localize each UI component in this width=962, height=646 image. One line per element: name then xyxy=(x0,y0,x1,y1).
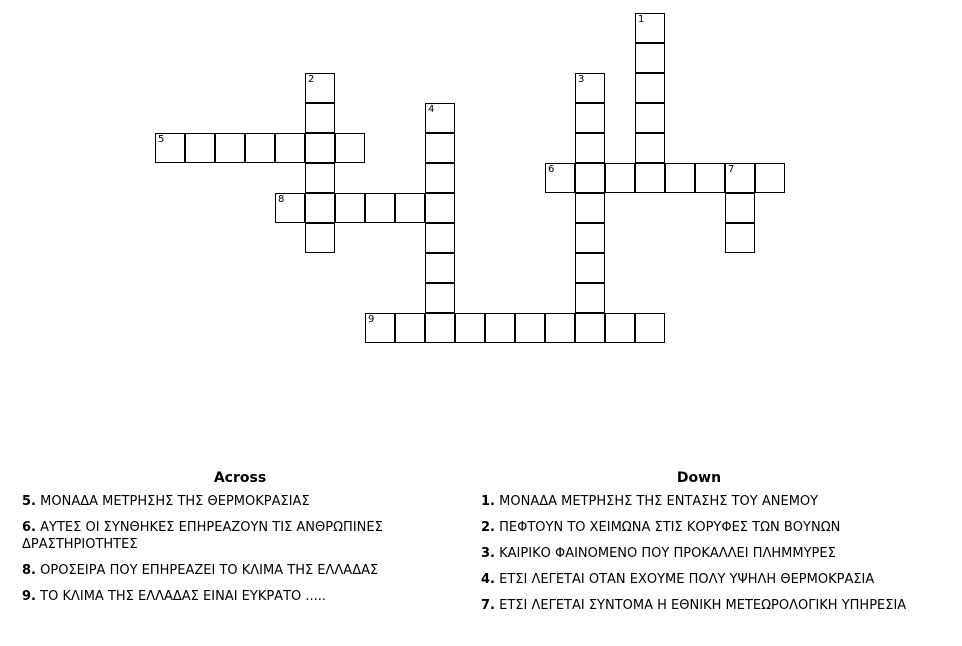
grid-cell[interactable] xyxy=(425,313,455,343)
grid-cell[interactable] xyxy=(725,193,755,223)
clue-down-2[interactable] xyxy=(481,519,931,536)
grid-cell[interactable] xyxy=(185,133,215,163)
cell-number: 3 xyxy=(578,74,585,85)
grid-cell[interactable] xyxy=(725,223,755,253)
grid-cell[interactable] xyxy=(425,103,455,133)
clue-text: ΑΥΤΕΣ ΟΙ ΣΥΝΘΗΚΕΣ ΕΠΗΡΕΑΖΟΥΝ ΤΙΣ ΑΝΘΡΩΠΙΝΕΣ ΔΡΑΣΤΗΡΙΟΤΗΤΕΣ xyxy=(22,520,383,552)
clue-number: 3 . xyxy=(481,546,495,561)
grid-cell[interactable] xyxy=(605,313,635,343)
clue-number: 6 . xyxy=(22,520,36,535)
grid-cell[interactable] xyxy=(635,13,665,43)
clue-text: ΕΤΣΙ ΛΕΓΕΤΑΙ ΣΥΝΤΟΜΑ Η ΕΘΝΙΚΗ ΜΕΤΕΩΡΟΛΟΓΙΚΗ ΥΠΗΡΕΣΙΑ xyxy=(499,598,907,613)
down-heading: Down xyxy=(676,470,722,486)
grid-cell[interactable] xyxy=(485,313,515,343)
grid-cell[interactable] xyxy=(305,193,335,223)
clue-across-5[interactable] xyxy=(22,493,462,510)
cell-number: 1 xyxy=(638,14,645,25)
clue-number: 5 . xyxy=(22,494,36,509)
clue-down-3[interactable] xyxy=(481,545,931,562)
grid-cell[interactable] xyxy=(425,133,455,163)
cell-number: 5 xyxy=(158,134,165,145)
clue-across-8[interactable] xyxy=(22,562,462,579)
across-clues xyxy=(22,470,462,614)
grid-cell[interactable] xyxy=(575,223,605,253)
grid-cell[interactable] xyxy=(665,163,695,193)
grid-cell[interactable] xyxy=(425,283,455,313)
grid-cell[interactable] xyxy=(425,253,455,283)
clue-number: 9 . xyxy=(22,589,36,604)
grid-cell[interactable] xyxy=(155,133,185,163)
clue-number: 8 . xyxy=(22,563,36,578)
grid-cell[interactable] xyxy=(335,133,365,163)
clue-across-9[interactable] xyxy=(22,588,462,605)
clue-number: 2 . xyxy=(481,520,495,535)
grid-cell[interactable] xyxy=(635,313,665,343)
clue-down-4[interactable] xyxy=(481,571,931,588)
across-heading: Across xyxy=(213,470,267,486)
grid-cell[interactable] xyxy=(215,133,245,163)
cell-number: 7 xyxy=(728,164,735,175)
grid-cell[interactable] xyxy=(545,313,575,343)
grid-cell[interactable] xyxy=(575,253,605,283)
grid-cell[interactable] xyxy=(515,313,545,343)
clue-number: 4 . xyxy=(481,572,495,587)
grid-cell[interactable] xyxy=(575,283,605,313)
grid-cell[interactable] xyxy=(755,163,785,193)
grid-cell[interactable] xyxy=(275,193,305,223)
grid-cell[interactable] xyxy=(575,313,605,343)
clue-text: ΕΤΣΙ ΛΕΓΕΤΑΙ ΟΤΑΝ ΕΧΟΥΜΕ ΠΟΛΥ ΥΨΗΛΗ ΘΕΡΜΟΚΡΑΣΙΑ xyxy=(499,572,875,587)
grid-cell[interactable] xyxy=(275,133,305,163)
grid-cell[interactable] xyxy=(455,313,485,343)
grid-cell[interactable] xyxy=(395,313,425,343)
grid-cell[interactable] xyxy=(305,163,335,193)
grid-cell[interactable] xyxy=(425,223,455,253)
grid-cell[interactable] xyxy=(365,193,395,223)
grid-cell[interactable] xyxy=(695,163,725,193)
clue-text: ΠΕΦΤΟΥΝ ΤΟ ΧΕΙΜΩΝΑ ΣΤΙΣ ΚΟΡΥΦΕΣ ΤΩΝ ΒΟΥΝΩΝ xyxy=(499,520,841,535)
grid-cell[interactable] xyxy=(305,103,335,133)
grid-cell[interactable] xyxy=(335,193,365,223)
grid-cell[interactable] xyxy=(575,103,605,133)
grid-cell[interactable] xyxy=(575,163,605,193)
grid-cell[interactable] xyxy=(635,163,665,193)
grid-cell[interactable] xyxy=(635,103,665,133)
clue-number: 7 . xyxy=(481,598,495,613)
clue-text: ΤΟ ΚΛΙΜΑ ΤΗΣ ΕΛΛΑΔΑΣ ΕΙΝΑΙ ΕΥΚΡΑΤΟ ..... xyxy=(40,589,327,604)
grid-cell[interactable] xyxy=(635,43,665,73)
down-clues xyxy=(481,470,931,623)
grid-cell[interactable] xyxy=(635,73,665,103)
grid-cell[interactable] xyxy=(305,73,335,103)
clue-text: ΟΡΟΣΕΙΡΑ ΠΟΥ ΕΠΗΡΕΑΖΕΙ ΤΟ ΚΛΙΜΑ ΤΗΣ ΕΛΛΑΔΑΣ xyxy=(40,563,379,578)
clue-down-7[interactable] xyxy=(481,597,931,614)
cell-number: 2 xyxy=(308,74,315,85)
grid-cell[interactable] xyxy=(245,133,275,163)
clue-text: ΚΑΙΡΙΚΟ ΦΑΙΝΟΜΕΝΟ ΠΟΥ ΠΡΟΚΑΛΛΕΙ ΠΛΗΜΜΥΡΕΣ xyxy=(499,546,836,561)
clue-text: ΜΟΝΑΔΑ ΜΕΤΡΗΣΗΣ ΤΗΣ ΕΝΤΑΣΗΣ ΤΟΥ ΑΝΕΜΟΥ xyxy=(499,494,819,509)
grid-cell[interactable] xyxy=(305,223,335,253)
cell-number: 9 xyxy=(368,314,375,325)
grid-cell[interactable] xyxy=(575,73,605,103)
grid-cell[interactable] xyxy=(305,133,335,163)
grid-cell[interactable] xyxy=(725,163,755,193)
cell-number: 4 xyxy=(428,104,435,115)
grid-cell[interactable] xyxy=(425,193,455,223)
grid-cell[interactable] xyxy=(575,133,605,163)
clue-text: ΜΟΝΑΔΑ ΜΕΤΡΗΣΗΣ ΤΗΣ ΘΕΡΜΟΚΡΑΣΙΑΣ xyxy=(40,494,310,509)
grid-cell[interactable] xyxy=(605,163,635,193)
clue-across-6[interactable] xyxy=(22,519,462,553)
grid-cell[interactable] xyxy=(395,193,425,223)
grid-cell[interactable] xyxy=(575,193,605,223)
grid-cell[interactable] xyxy=(425,163,455,193)
clue-down-1[interactable] xyxy=(481,493,931,510)
grid-cell[interactable] xyxy=(365,313,395,343)
cell-number: 6 xyxy=(548,164,555,175)
grid-cell[interactable] xyxy=(545,163,575,193)
cell-number: 8 xyxy=(278,194,285,205)
grid-cell[interactable] xyxy=(635,133,665,163)
clue-number: 1 . xyxy=(481,494,495,509)
